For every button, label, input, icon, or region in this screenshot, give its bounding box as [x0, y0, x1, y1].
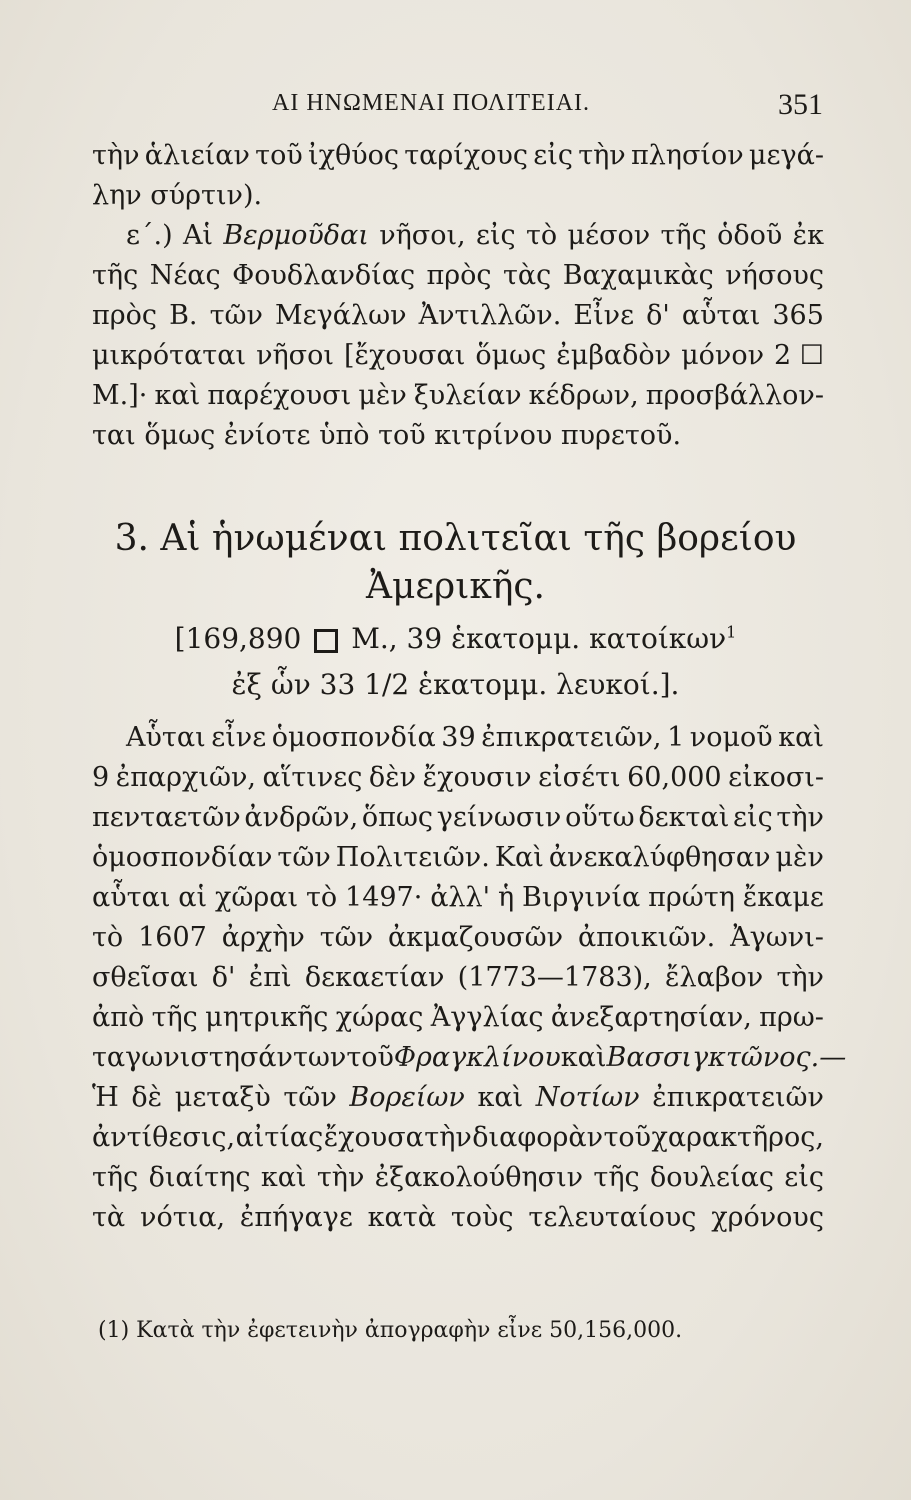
word: τῆς	[151, 1002, 198, 1033]
word: ἀντίθεσις,	[92, 1122, 236, 1153]
square-symbol-icon	[314, 629, 338, 653]
word: πρὸς	[426, 260, 492, 291]
paragraph-3	[92, 718, 847, 1238]
word: καὶ	[154, 380, 201, 411]
word: ἔχουσιν	[422, 762, 532, 793]
word: 1497·	[345, 882, 423, 913]
text-line	[92, 798, 824, 838]
word: 39	[441, 722, 476, 753]
word: Ἀγωνι-	[730, 922, 824, 953]
text-line	[92, 958, 824, 998]
word: Μ.]·	[92, 380, 148, 411]
word: ἐπὶ	[248, 962, 292, 993]
section-heading-line-1: 3. Αἱ ἡνωμέναι πολιτεῖαι τῆς βορείου	[114, 518, 797, 559]
word: χαρακτῆρος,	[651, 1122, 824, 1153]
text-line	[92, 878, 824, 918]
area-value: [169,890	[174, 622, 302, 655]
word: τοῦ	[603, 1122, 652, 1153]
word: δὲν	[368, 762, 417, 793]
text-line	[92, 838, 824, 878]
word: κατὰ	[367, 1202, 436, 1233]
word: εἰς	[475, 220, 516, 251]
word: νῆσοι	[256, 340, 334, 371]
statistics-line-2	[0, 668, 911, 701]
word: καὶ	[560, 1042, 607, 1073]
word: χώρας	[335, 1002, 424, 1033]
word: καὶ	[477, 1082, 524, 1113]
word: αὗται	[681, 300, 761, 331]
word: τῆς	[92, 1162, 139, 1193]
word: πρω-	[759, 1002, 824, 1033]
word: τῶν	[319, 922, 374, 953]
word: Βερμοῦδαι	[223, 220, 369, 251]
word: ἐπικρατειῶν,	[481, 722, 662, 753]
word: μικρόταται	[92, 340, 247, 371]
word: ἀπὸ	[92, 1002, 145, 1033]
word: Αὗται	[126, 722, 206, 753]
word: σθεῖσαι	[92, 962, 199, 993]
text-line	[92, 336, 824, 376]
word: δ'	[646, 300, 670, 331]
word: οὕτω	[565, 802, 635, 833]
word: εἰς	[733, 802, 773, 833]
word: δ'	[211, 962, 236, 993]
text-line	[92, 376, 824, 416]
word: ἀλλ'	[430, 882, 491, 913]
word: Φουδλανδίας	[232, 260, 416, 291]
word: νήσους	[725, 260, 824, 291]
word: δὲ	[131, 1082, 163, 1113]
paragraph-1	[92, 136, 824, 216]
word: αἱ	[178, 882, 208, 913]
word: τῆς	[660, 220, 707, 251]
word: πρὸς	[92, 300, 157, 331]
text-line	[92, 1118, 824, 1158]
word: ἀνεκαλύφθησαν	[548, 842, 771, 873]
word: ἐπαρχιῶν,	[115, 762, 257, 793]
text-line	[92, 216, 824, 256]
word: τὸ	[526, 220, 558, 251]
word: ε΄.)	[126, 220, 173, 251]
word: τῶν	[283, 1082, 337, 1113]
word: εἰσέτι	[538, 762, 621, 793]
word: μόνον	[681, 340, 764, 371]
word: ἔχουσα	[323, 1122, 424, 1153]
word: Βιργινία	[522, 882, 641, 913]
text-line	[92, 1198, 824, 1238]
fraction-half: 1/2	[364, 668, 410, 701]
section-heading-line-2: Ἀμερικῆς.	[366, 566, 545, 607]
word: τὸ	[92, 922, 124, 953]
word: αἵτινες	[262, 762, 363, 793]
running-title: ΑΙ ΗΝΩΜΕΝΑΙ ΠΟΛΙΤΕΙΑΙ.	[272, 90, 591, 116]
word: ἡ	[497, 882, 515, 913]
word: τοὺς	[450, 1202, 514, 1233]
word: ἐμβαδὸν	[556, 340, 672, 371]
word: ὅμως	[475, 340, 547, 371]
word: ἐκ	[792, 220, 824, 251]
word: λην σύρτιν).	[92, 180, 263, 211]
word: Αἱ	[182, 220, 214, 251]
word: Ἀγγλίας	[430, 1002, 544, 1033]
word: παρέχουσι	[207, 380, 352, 411]
word: ὅπως	[361, 802, 434, 833]
word: ἐπήγαγε	[239, 1202, 353, 1233]
word: Βορείων	[349, 1082, 465, 1113]
footnote: (1) Κατὰ τὴν ἐφετεινὴν ἀπογραφὴν εἶνε 50,156,000.	[98, 1318, 683, 1343]
word: 1	[667, 722, 685, 753]
word: ὁδοῦ	[717, 220, 783, 251]
word: εἰς	[533, 140, 573, 171]
word: αὗται	[92, 882, 171, 913]
word: μὲν	[358, 380, 407, 411]
word: προσβάλλον-	[645, 380, 824, 411]
word: τὴν	[776, 802, 824, 833]
word: τῶν	[277, 842, 331, 873]
word: Καὶ	[494, 842, 544, 873]
body-text-bottom	[92, 718, 847, 1238]
word: τελευταίους	[528, 1202, 697, 1233]
page-header	[0, 88, 911, 128]
word: τὴν	[316, 1162, 365, 1193]
text-line	[92, 758, 824, 798]
word: καὶ	[260, 1162, 307, 1193]
text-line	[92, 256, 824, 296]
word: μέσον	[567, 220, 651, 251]
word: τὰ	[92, 1202, 126, 1233]
word: ἁλιείαν	[144, 140, 250, 171]
word: ἔλαβον	[665, 962, 764, 993]
word: τὴν	[424, 1122, 472, 1153]
word: δουλείας	[649, 1162, 774, 1193]
word: 1607	[138, 922, 207, 953]
word: τοῦ	[255, 140, 303, 171]
word: ταγωνιστησάντων	[92, 1042, 347, 1073]
word: κέδρων,	[528, 380, 639, 411]
word: Εἶνε	[573, 300, 635, 331]
word: μητρικῆς	[205, 1002, 329, 1033]
word: 365	[772, 300, 824, 331]
word: ξυλείαν	[413, 380, 522, 411]
text-line	[92, 1078, 824, 1118]
word: 2 ☐	[774, 340, 824, 371]
footnote-marker: 1	[726, 622, 737, 642]
paragraph-2	[92, 216, 824, 456]
word: Μεγάλων	[275, 300, 407, 331]
word: μεγά-	[748, 140, 824, 171]
word: 60,000	[627, 762, 722, 793]
statistics-line-1	[0, 622, 911, 655]
word: ται ὅμως ἐνίοτε ὑπὸ τοῦ κιτρίνου πυρετοῦ.	[92, 420, 682, 451]
word: ἀνεξαρτησίαν,	[550, 1002, 752, 1033]
word: δεκταὶ	[638, 802, 730, 833]
word: [ἔχουσαι	[343, 340, 466, 371]
word: Πολιτειῶν.	[335, 842, 490, 873]
whites-text: ἑκατομμ. λευκοί.].	[418, 668, 680, 701]
word: μεταξὺ	[174, 1082, 271, 1113]
word: ἀκμαζουσῶν	[387, 922, 564, 953]
word: πρώτη	[648, 882, 735, 913]
word: νομοῦ	[689, 722, 773, 753]
page-number: 351	[778, 88, 823, 121]
word: τοῦ	[346, 1042, 394, 1073]
word: ἐξακολούθησιν	[374, 1162, 584, 1193]
word: Νέας	[149, 260, 221, 291]
text-line	[92, 296, 824, 336]
word: εἰκοσι-	[728, 762, 824, 793]
word: χῶραι	[214, 882, 299, 913]
word: τὴν	[776, 962, 824, 993]
word: Βασσιγκτῶνος.—	[606, 1042, 847, 1073]
word: εἶνε	[211, 722, 267, 753]
word: τῆς	[92, 260, 139, 291]
word: εἰς	[784, 1162, 824, 1193]
word: δεκαετίαν	[304, 962, 445, 993]
word: τὴν	[92, 140, 140, 171]
word: τὸ	[305, 882, 338, 913]
word: διαφορὰν	[472, 1122, 604, 1153]
word: γείνωσιν	[436, 802, 562, 833]
word: νῆσοι,	[379, 220, 466, 251]
text-line	[92, 718, 824, 758]
word: καὶ	[778, 722, 824, 753]
word: ἐπικρατειῶν	[652, 1082, 824, 1113]
body-text-top	[92, 136, 824, 456]
word: πενταετῶν	[92, 802, 241, 833]
word: ἀνδρῶν,	[244, 802, 359, 833]
whites-count: ἐξ ὧν 33	[231, 668, 356, 701]
word: Φραγκλίνου	[393, 1042, 561, 1073]
word: ὁμοσπονδία	[271, 722, 436, 753]
text-line	[92, 416, 824, 456]
word: χρόνους	[711, 1202, 824, 1233]
word: Νοτίων	[535, 1082, 640, 1113]
word: πλησίον	[630, 140, 744, 171]
word: νότια,	[140, 1202, 226, 1233]
word: ὁμοσπονδίαν	[92, 842, 273, 873]
word: μὲν	[775, 842, 824, 873]
population-text: Μ., 39 ἑκατομμ. κατοίκων	[351, 622, 727, 655]
word: αἰτίας	[235, 1122, 324, 1153]
word: ταρίχους	[404, 140, 529, 171]
word: ἀρχὴν	[221, 922, 305, 953]
text-line	[92, 1038, 847, 1078]
word: (1773—1783),	[457, 962, 652, 993]
word: τὰς	[502, 260, 552, 291]
text-line	[92, 998, 824, 1038]
text-line	[92, 1158, 824, 1198]
word: τῶν	[209, 300, 263, 331]
word: Ἡ	[92, 1082, 119, 1113]
text-line	[92, 176, 824, 216]
text-line	[92, 918, 824, 958]
word: τὴν	[578, 140, 626, 171]
word: τῆς	[593, 1162, 640, 1193]
word: ἔκαμε	[742, 882, 824, 913]
word: διαίτης	[148, 1162, 251, 1193]
word: Βαχαμικὰς	[562, 260, 714, 291]
text-line	[92, 136, 824, 176]
word: Ἀντιλλῶν.	[418, 300, 562, 331]
word: ἰχθύος	[308, 140, 399, 171]
word: ἀποικιῶν.	[577, 922, 716, 953]
word: Β.	[169, 300, 198, 331]
word: 9	[92, 762, 110, 793]
